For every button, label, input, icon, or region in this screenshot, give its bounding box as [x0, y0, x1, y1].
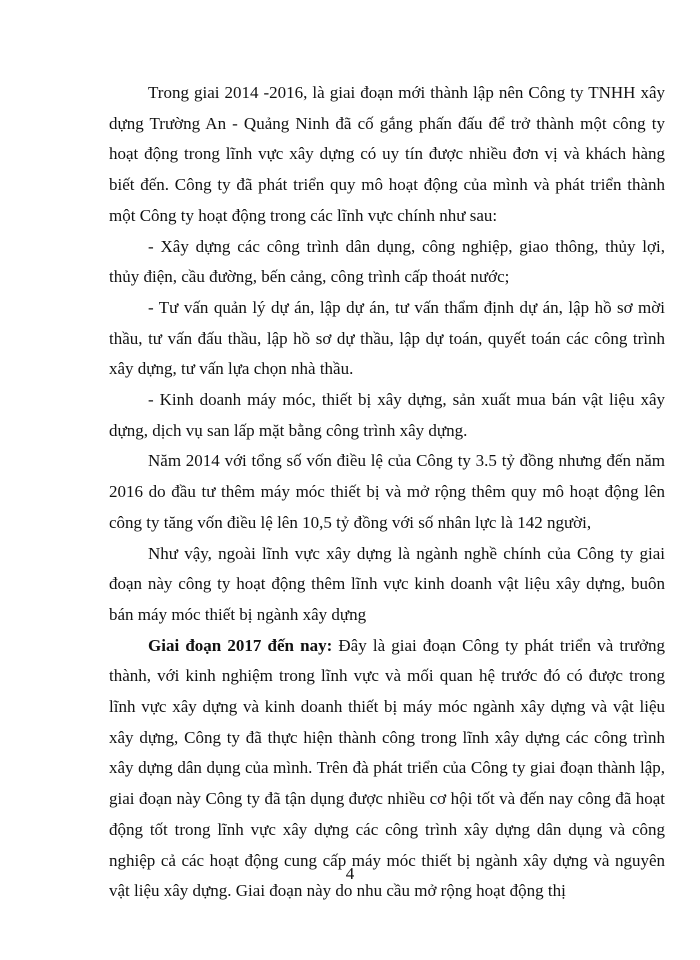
paragraph-summary: Như vậy, ngoài lĩnh vực xây dựng là ngành nghề chính của Công ty giai đoạn này công ty hoạt động thêm lĩnh vực kinh doanh vật liệu xây dựng, buôn bán máy móc thiết bị ngành xây dựng — [109, 543, 665, 624]
paragraph-intro: Trong giai 2014 -2016, là giai đoạn mới thành lập nên Công ty TNHH xây dựng Trường An - Quảng Ninh đã cố gắng phấn đấu để trở thành một công ty hoạt động trong lĩnh vực xây dựng có uy tín được nhiều đơn vị và khách hàng biết đến. Công ty đã phát triển quy mô hoạt động của mình và phát triển thành một Công ty hoạt động trong các lĩnh vực chính như sau: — [109, 83, 665, 225]
period-text: Đây là giai đoạn Công ty phát triển và trưởng thành, với kinh nghiệm trong lĩnh vực và mối quan hệ trước đó có được trong lĩnh vực xây dựng và kinh doanh thiết bị máy móc ngành xây dựng và vật liệu xây dựng, Công ty đã thực hiện thành công trong lĩnh xây dựng các công trình xây dựng dân dụng của mình. Trên đà phát triển của Công ty giai đoạn thành lập, giai đoạn này Công ty đã tận dụng được nhiều cơ hội tốt và đến nay công đã hoạt động tốt trong lĩnh vực xây dựng các công trình xây dựng dân dụng và công nghiệp cả các hoạt động cung cấp máy móc thiết bị ngành xây dựng và nguyên vật liệu xây dựng. Giai đoạn này do nhu cầu mở rộng hoạt động thị — [109, 635, 665, 901]
period-heading: Giai đoạn 2017 đến nay: — [148, 635, 333, 655]
paragraph-capital: Năm 2014 với tổng số vốn điều lệ của Công ty 3.5 tỷ đồng nhưng đến năm 2016 do đầu tư thêm máy móc thiết bị và mở rộng thêm quy mô hoạt động lên công ty tăng vốn điều lệ lên 10,5 tỷ đồng với số nhân lực là 142 người, — [109, 451, 665, 532]
paragraph-bullet-construction: - Xây dựng các công trình dân dụng, công nghiệp, giao thông, thủy lợi, thủy điện, cầu đường, bến cảng, công trình cấp thoát nước; — [109, 236, 665, 287]
paragraph-bullet-consulting: - Tư vấn quản lý dự án, lập dự án, tư vấn thẩm định dự án, lập hồ sơ mời thầu, tư vấn đấu thầu, lập hồ sơ dự thầu, lập dự toán, quyết toán các công trình xây dựng, tư vấn lựa chọn nhà thầu. — [109, 297, 665, 379]
paragraph-bullet-trading: - Kinh doanh máy móc, thiết bị xây dựng, sản xuất mua bán vật liệu xây dựng, dịch vụ san lấp mặt bằng công trình xây dựng. — [109, 390, 665, 440]
page-number: 4 — [345, 864, 355, 883]
body-text — [109, 78, 665, 907]
